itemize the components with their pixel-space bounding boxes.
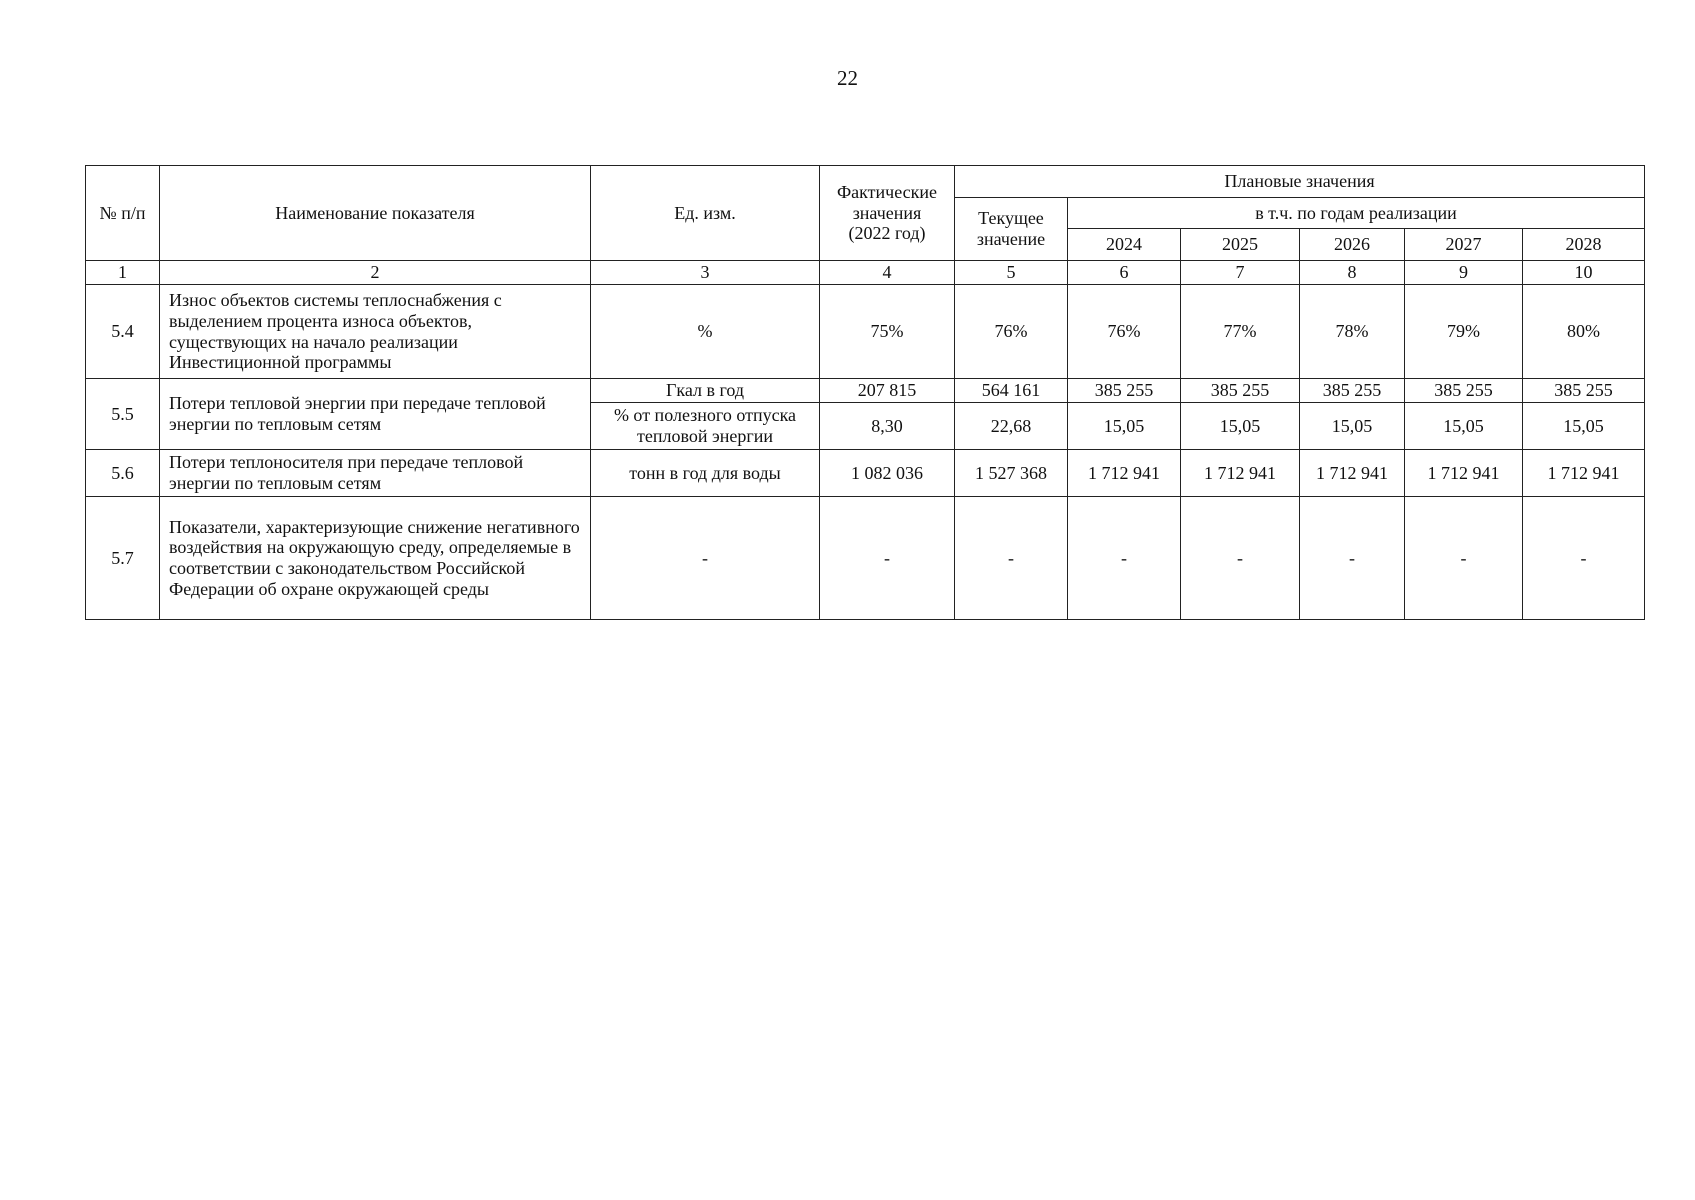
- current-value: 564 161: [955, 379, 1068, 403]
- indicator-name: Потери теплоносителя при передаче тепловой энергии по тепловым сетям: [160, 450, 591, 497]
- column-number: 7: [1181, 261, 1300, 285]
- header-actual-line2: значения: [852, 202, 922, 223]
- indicator-name: Показатели, характеризующие снижение негативного воздействия на окружающую среду, определяемые в соответствии с законодательством Российской Федерации об охране окружающей среды: [160, 497, 591, 620]
- column-number: 5: [955, 261, 1068, 285]
- header-actual-line1: Фактические: [836, 181, 938, 202]
- row-number: 5.5: [86, 379, 160, 450]
- row-number: 5.6: [86, 450, 160, 497]
- year-value: 1 712 941: [1523, 450, 1645, 497]
- column-numbers-row: [86, 261, 1645, 285]
- current-value: 76%: [955, 285, 1068, 379]
- header-actual-line3: (2022 год): [848, 223, 926, 244]
- year-value: 385 255: [1523, 379, 1645, 403]
- column-number: 6: [1068, 261, 1181, 285]
- year-value: 1 712 941: [1300, 450, 1405, 497]
- actual-value: 207 815: [820, 379, 955, 403]
- year-value: 15,05: [1068, 403, 1181, 450]
- table-row: [86, 285, 1645, 379]
- header-year-2028: 2028: [1523, 229, 1645, 261]
- header-col-number: № п/п: [86, 166, 160, 261]
- year-value: 79%: [1405, 285, 1523, 379]
- year-value: 78%: [1300, 285, 1405, 379]
- header-year-2026: 2026: [1300, 229, 1405, 261]
- column-number: 9: [1405, 261, 1523, 285]
- year-value: 385 255: [1300, 379, 1405, 403]
- header-current-line2: значение: [976, 229, 1046, 249]
- row-number: 5.4: [86, 285, 160, 379]
- indicator-name: Потери тепловой энергии при передаче тепловой энергии по тепловым сетям: [160, 379, 591, 450]
- unit-cell: тонн в год для воды: [591, 450, 820, 497]
- header-year-2024: 2024: [1068, 229, 1181, 261]
- column-number: 1: [86, 261, 160, 285]
- table-row: [86, 379, 1645, 403]
- year-value: 15,05: [1523, 403, 1645, 450]
- year-value: -: [1405, 497, 1523, 620]
- year-value: -: [1300, 497, 1405, 620]
- indicators-table: [85, 165, 1645, 620]
- actual-value: 75%: [820, 285, 955, 379]
- actual-value: 1 082 036: [820, 450, 955, 497]
- current-value: 1 527 368: [955, 450, 1068, 497]
- year-value: 385 255: [1181, 379, 1300, 403]
- row-number: 5.7: [86, 497, 160, 620]
- page-number: 22: [837, 66, 858, 90]
- header-by-years: в т.ч. по годам реализации: [1068, 198, 1645, 229]
- column-number: 2: [160, 261, 591, 285]
- header-current-line1: Текущее: [978, 208, 1044, 229]
- year-value: 385 255: [1405, 379, 1523, 403]
- current-value: 22,68: [955, 403, 1068, 450]
- header-planned: Плановые значения: [955, 166, 1645, 198]
- actual-value: -: [820, 497, 955, 620]
- year-value: 15,05: [1405, 403, 1523, 450]
- year-value: -: [1068, 497, 1181, 620]
- column-number: 3: [591, 261, 820, 285]
- header-col-unit: Ед. изм.: [591, 166, 820, 261]
- unit-cell: %: [591, 285, 820, 379]
- header-year-2025: 2025: [1181, 229, 1300, 261]
- year-value: 80%: [1523, 285, 1645, 379]
- header-col-actual: [820, 166, 955, 261]
- table-row: [86, 450, 1645, 497]
- year-value: 77%: [1181, 285, 1300, 379]
- indicator-name: Износ объектов системы теплоснабжения с выделением процента износа объектов, существующих на начало реализации Инвестиционной программы: [160, 285, 591, 379]
- year-value: -: [1181, 497, 1300, 620]
- year-value: 385 255: [1068, 379, 1181, 403]
- column-number: 8: [1300, 261, 1405, 285]
- year-value: 15,05: [1181, 403, 1300, 450]
- year-value: 1 712 941: [1068, 450, 1181, 497]
- column-number: 10: [1523, 261, 1645, 285]
- header-year-2027: 2027: [1405, 229, 1523, 261]
- year-value: 1 712 941: [1181, 450, 1300, 497]
- column-number: 4: [820, 261, 955, 285]
- year-value: 1 712 941: [1405, 450, 1523, 497]
- unit-cell: -: [591, 497, 820, 620]
- actual-value: 8,30: [820, 403, 955, 450]
- year-value: 15,05: [1300, 403, 1405, 450]
- unit-cell: % от полезного отпуска тепловой энергии: [591, 403, 820, 450]
- header-col-name: Наименование показателя: [160, 166, 591, 261]
- year-value: -: [1523, 497, 1645, 620]
- table-row: [86, 497, 1645, 620]
- header-current: [955, 198, 1068, 261]
- year-value: 76%: [1068, 285, 1181, 379]
- unit-cell: Гкал в год: [591, 379, 820, 403]
- current-value: -: [955, 497, 1068, 620]
- header-row-1: [86, 166, 1645, 198]
